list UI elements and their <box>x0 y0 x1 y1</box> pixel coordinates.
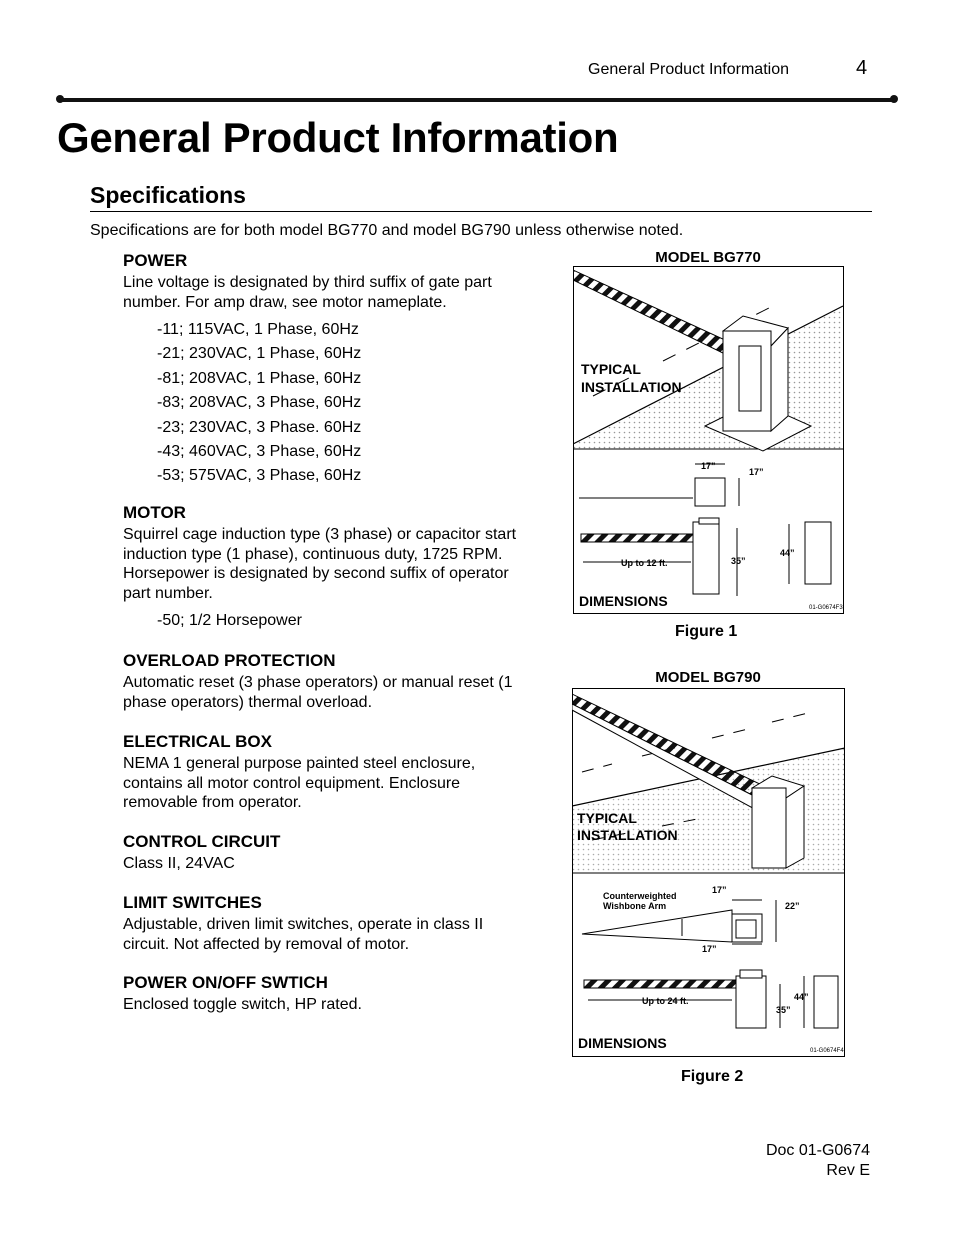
overload-section <box>123 651 533 712</box>
power-section <box>123 251 533 489</box>
power-list <box>157 318 533 489</box>
figure2-dim-length: Up to 24 ft. <box>642 996 689 1006</box>
figure1-installation-label: INSTALLATION <box>581 379 682 395</box>
figure1-dim-17-top: 17” <box>701 461 716 471</box>
electrical-box-heading: ELECTRICAL BOX <box>123 732 272 751</box>
figure2-model-title: MODEL BG790 <box>655 669 761 686</box>
figure1-dimensions-label: DIMENSIONS <box>579 593 668 609</box>
power-heading: POWER <box>123 251 188 270</box>
running-header: General Product Information <box>588 61 789 78</box>
figure1-caption: Figure 1 <box>675 623 738 640</box>
figure2-arm-label-1: Counterweighted <box>603 891 677 901</box>
figure2-dim-17-top: 17” <box>712 885 727 895</box>
control-circuit-text: Class II, 24VAC <box>123 855 235 872</box>
power-switch-section <box>123 973 533 1015</box>
header-rule <box>60 98 894 102</box>
figure2-arm-label-2: Wishbone Arm <box>603 901 667 911</box>
figure2-illustration <box>572 688 845 1057</box>
footer-doc-info <box>720 1141 870 1181</box>
figure2-dimensions-label: DIMENSIONS <box>578 1035 667 1051</box>
motor-section <box>123 503 533 633</box>
limit-switches-text: Adjustable, driven limit switches, operate in class II circuit. Not affected by removal of motor. <box>123 916 484 953</box>
intro-text: Specifications are for both model BG770 and model BG790 unless otherwise noted. <box>90 222 684 239</box>
figure1-code: 01-G0674F3 <box>809 605 843 611</box>
figure1-dim-44: 44” <box>780 548 795 558</box>
limit-switches-section <box>123 893 533 954</box>
figure2-typical-label: TYPICAL <box>577 810 637 826</box>
motor-heading: MOTOR <box>123 503 186 522</box>
power-switch-heading: POWER ON/OFF SWTICH <box>123 973 328 992</box>
list-item: -50; 1/2 Horsepower <box>157 612 302 629</box>
control-circuit-section <box>123 832 533 874</box>
control-circuit-heading: CONTROL CIRCUIT <box>123 832 281 851</box>
figure1-illustration <box>573 266 844 614</box>
footer-revision: Rev E <box>826 1162 870 1179</box>
figure2-caption: Figure 2 <box>681 1068 744 1085</box>
section-title: Specifications <box>90 182 246 208</box>
motor-text: Squirrel cage induction type (3 phase) or capacitor start induction type (1 phase), continuous duty, 1725 RPM. Horsepower is designated by second suffix of operator part number. <box>123 526 517 602</box>
figure2-installation-label: INSTALLATION <box>577 827 678 843</box>
motor-list <box>157 609 533 633</box>
list-item: -53; 575VAC, 3 Phase, 60Hz <box>157 467 362 485</box>
figure1-dim-17-side: 17” <box>749 467 764 477</box>
power-switch-text: Enclosed toggle switch, HP rated. <box>123 996 362 1013</box>
overload-heading: OVERLOAD PROTECTION <box>123 651 336 670</box>
electrical-box-section <box>123 732 533 813</box>
page-title: General Product Information <box>57 114 619 161</box>
figure1-model-title: MODEL BG770 <box>655 249 761 266</box>
figure2-dim-35: 35” <box>776 1005 791 1015</box>
list-item: -43; 460VAC, 3 Phase, 60Hz <box>157 442 362 460</box>
figure1-dim-length: Up to 12 ft. <box>621 558 668 568</box>
list-item: -83; 208VAC, 3 Phase, 60Hz <box>157 394 362 412</box>
figure1-typical-label: TYPICAL <box>581 361 641 377</box>
list-item: -11; 115VAC, 1 Phase, 60Hz <box>157 321 359 338</box>
figure1-dim-35: 35” <box>731 556 746 566</box>
figure2-dim-44: 44” <box>794 992 809 1002</box>
section-rule <box>90 211 872 212</box>
limit-switches-heading: LIMIT SWITCHES <box>123 893 262 912</box>
overload-text: Automatic reset (3 phase operators) or manual reset (1 phase operators) thermal overload. <box>123 674 513 711</box>
page-number: 4 <box>856 57 868 79</box>
figure2-dim-22: 22” <box>785 901 800 911</box>
figure2-dim-17-bottom: 17” <box>702 944 717 954</box>
power-text: Line voltage is designated by third suffix of gate part number. For amp draw, see motor nameplate. <box>123 274 492 311</box>
figure2-code: 01-G0674F4 <box>810 1048 844 1054</box>
electrical-box-text: NEMA 1 general purpose painted steel enclosure, contains all motor control equipment. Enclosure removable from operator. <box>123 755 476 811</box>
list-item: -23; 230VAC, 3 Phase. 60Hz <box>157 418 362 436</box>
list-item: -81; 208VAC, 1 Phase, 60Hz <box>157 369 362 387</box>
list-item: -21; 230VAC, 1 Phase, 60Hz <box>157 345 362 363</box>
footer-doc-number: Doc 01-G0674 <box>765 1142 870 1159</box>
